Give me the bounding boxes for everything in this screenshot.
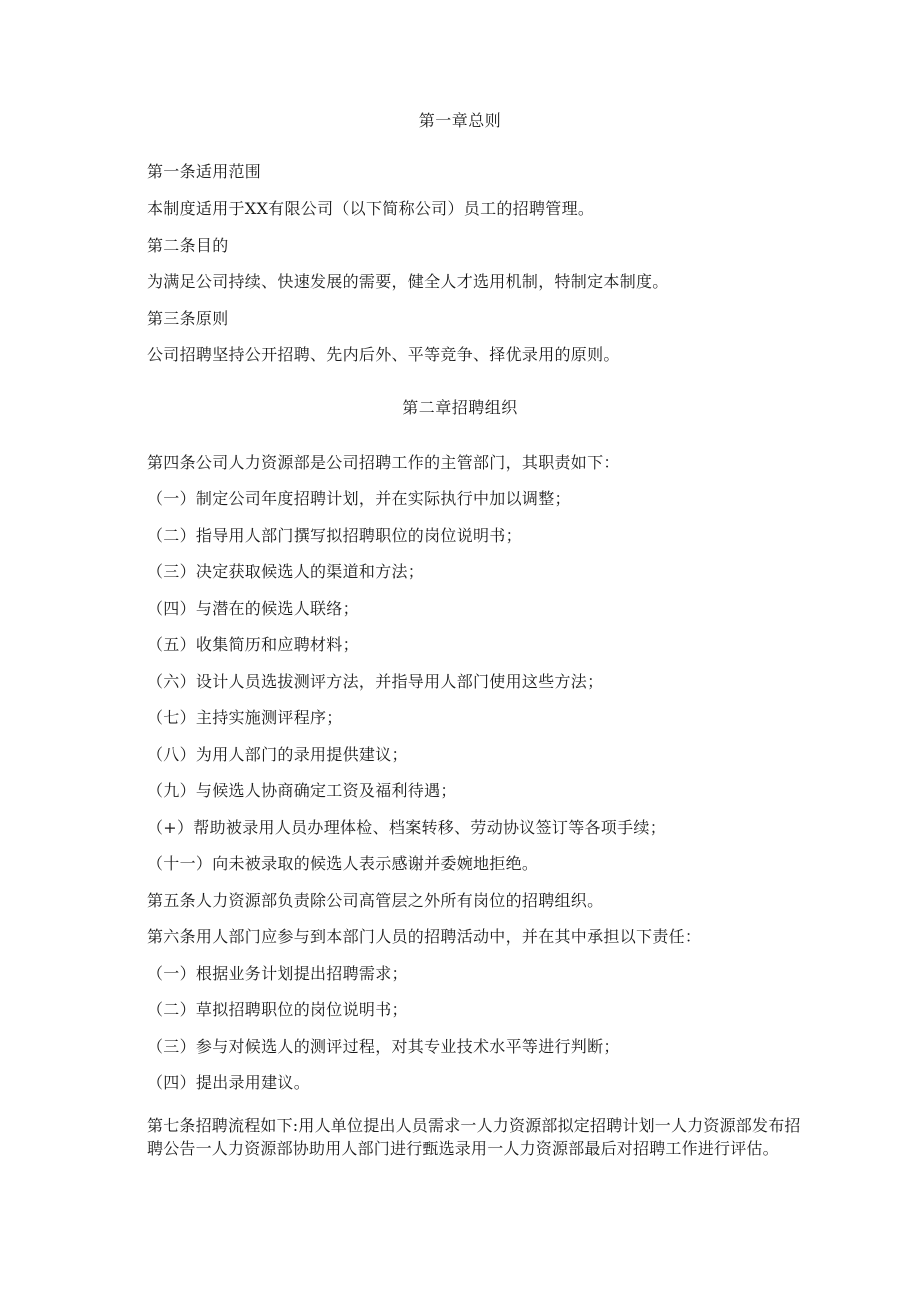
list-item: （+）帮助被录用人员办理体检、档案转移、劳动协议签订等各项手续； — [147, 818, 667, 837]
chapter-1-title: 第一章总则 — [418, 111, 502, 130]
list-item: （三）参与对候选人的测评过程，对其专业技术水平等进行判断； — [147, 1037, 620, 1056]
chapter-2-title: 第二章招聘组织 — [402, 398, 518, 417]
article-4-intro: 第四条公司人力资源部是公司招聘工作的主管部门，其职责如下： — [147, 453, 620, 472]
article-2-title: 第二条目的 — [147, 236, 229, 255]
list-item: （一）制定公司年度招聘计划，并在实际执行中加以调整； — [147, 489, 571, 508]
article-2-body: 为满足公司持续、快速发展的需要，健全人才选用机制，特制定本制度。 — [147, 272, 669, 291]
list-item: （二）指导用人部门撰写拟招聘职位的岗位说明书； — [147, 526, 522, 545]
article-6-intro: 第六条用人部门应参与到本部门人员的招聘活动中，并在其中承担以下责任： — [147, 927, 702, 946]
list-item: （八）为用人部门的录用提供建议； — [147, 745, 408, 764]
list-item: （三）决定获取候选人的渠道和方法； — [147, 562, 425, 581]
list-item: （四）提出录用建议。 — [147, 1073, 311, 1092]
article-3-title: 第三条原则 — [147, 309, 229, 328]
article-3-body: 公司招聘坚持公开招聘、先内后外、平等竞争、择优录用的原则。 — [147, 345, 620, 364]
list-item: （九）与候选人协商确定工资及福利待遇； — [147, 781, 457, 800]
list-item: （七）主持实施测评程序； — [147, 708, 343, 727]
list-item: （六）设计人员选拔测评方法，并指导用人部门使用这些方法； — [147, 672, 604, 691]
list-item: （五）收集简历和应聘材料； — [147, 635, 359, 654]
article-7: 第七条招聘流程如下:用人单位提出人员需求一人力资源部拟定招聘计划一人力资源部发布招聘公告一人力资源部协助用人部门进行甄选录用一人力资源部最后对招聘工作进行评估。 — [147, 1116, 801, 1158]
list-item: （一）根据业务计划提出招聘需求； — [147, 964, 408, 983]
list-item: （四）与潜在的候选人联络； — [147, 599, 359, 618]
article-5: 第五条人力资源部负责除公司高管层之外所有岗位的招聘组织。 — [147, 891, 604, 910]
article-1-title: 第一条适用范围 — [147, 162, 262, 181]
list-item: （十一）向未被录取的候选人表示感谢并委婉地拒绝。 — [147, 854, 539, 873]
list-item: （二）草拟招聘职位的岗位说明书； — [147, 1000, 408, 1019]
article-1-body: 本制度适用于XX有限公司（以下简称公司）员工的招聘管理。 — [147, 199, 595, 218]
